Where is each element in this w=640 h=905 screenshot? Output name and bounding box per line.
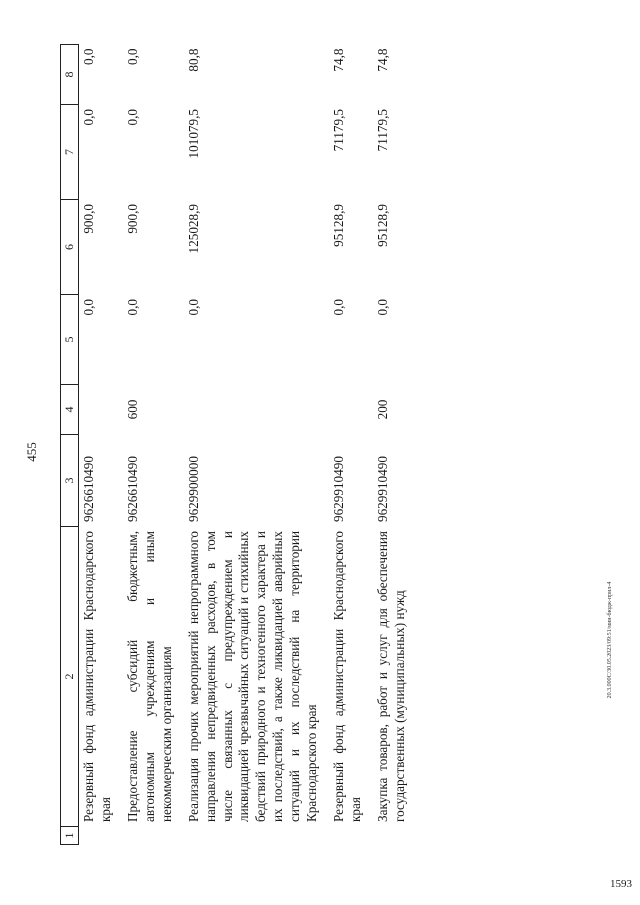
column-header-5: 5 <box>61 295 79 385</box>
row-value-6: 95128,9 <box>330 204 346 247</box>
budget-table-container <box>60 45 580 845</box>
column-header-6: 6 <box>61 200 79 295</box>
row-value-7: 0,0 <box>81 109 97 126</box>
row-value-8: 74,8 <box>374 48 390 72</box>
row-value-5: 0,0 <box>81 299 97 316</box>
row-value-5: 0,0 <box>185 299 201 316</box>
row-code: 9629900000 <box>185 456 201 522</box>
column-header-8: 8 <box>61 45 79 105</box>
row-value-7: 101079,5 <box>185 109 201 159</box>
table-row <box>184 45 329 845</box>
row-value-6: 900,0 <box>125 204 141 234</box>
row-name: Закупка товаров, работ и услуг для обеспечения государственных (муниципальных) нужд <box>374 531 407 822</box>
row-code: 9629910490 <box>374 456 390 522</box>
row-value-5: 0,0 <box>330 299 346 316</box>
row-name: Реализация прочих мероприятий непрограммного направления непредвиденных расходов, в том числе связанных с предупреждением и ликвидацией чрезвычайных ситуаций и стихийных бедствий природного и техногенного характера и их последствий, а также ликвидацией аварийных ситуаций и их последствий на территории Краснодарского края <box>185 531 320 822</box>
table-row <box>123 45 184 845</box>
row-value-6: 900,0 <box>81 204 97 234</box>
column-header-3: 3 <box>61 435 79 527</box>
row-value-7: 0,0 <box>125 109 141 126</box>
row-name: Резервный фонд администрации Краснодарского края <box>81 531 114 822</box>
budget-table <box>60 44 417 845</box>
row-code: 9629910490 <box>330 456 346 522</box>
column-header-7: 7 <box>61 105 79 200</box>
column-header-1: 1 <box>61 827 79 845</box>
table-row <box>373 45 417 845</box>
row-expense-type <box>329 385 373 435</box>
row-number <box>329 827 373 845</box>
row-number <box>184 827 329 845</box>
row-number <box>123 827 184 845</box>
page-number-top: 455 <box>23 442 39 462</box>
row-expense-type: 200 <box>374 399 390 420</box>
row-value-7: 71179,5 <box>330 109 346 152</box>
row-code: 9626610490 <box>81 456 97 522</box>
document-stamp: 20.3.000С/30.05.2023/09:51/мин-бюдж-прил-4 <box>607 581 613 699</box>
row-expense-type <box>79 385 123 435</box>
row-expense-type: 600 <box>125 399 141 420</box>
row-value-8: 80,8 <box>185 48 201 72</box>
row-number <box>79 827 123 845</box>
column-header-4: 4 <box>61 385 79 435</box>
row-name: Предоставление субсидий бюджетным, автономным учреждениям и иным некоммерческим организациям <box>125 531 174 822</box>
row-value-6: 95128,9 <box>374 204 390 247</box>
table-row <box>329 45 373 845</box>
row-value-5: 0,0 <box>374 299 390 316</box>
page-number-bottom: 1593 <box>610 878 632 890</box>
row-value-5: 0,0 <box>125 299 141 316</box>
row-value-8: 0,0 <box>81 48 97 65</box>
row-value-8: 0,0 <box>125 48 141 65</box>
row-value-8: 74,8 <box>330 48 346 72</box>
row-value-7: 71179,5 <box>374 109 390 152</box>
row-expense-type <box>184 385 329 435</box>
row-value-6: 125028,9 <box>185 204 201 254</box>
row-code: 9626610490 <box>125 456 141 522</box>
table-row <box>79 45 123 845</box>
column-header-2: 2 <box>61 527 79 827</box>
row-number <box>373 827 417 845</box>
column-number-row <box>61 45 79 845</box>
row-name: Резервный фонд администрации Краснодарского края <box>330 531 363 822</box>
